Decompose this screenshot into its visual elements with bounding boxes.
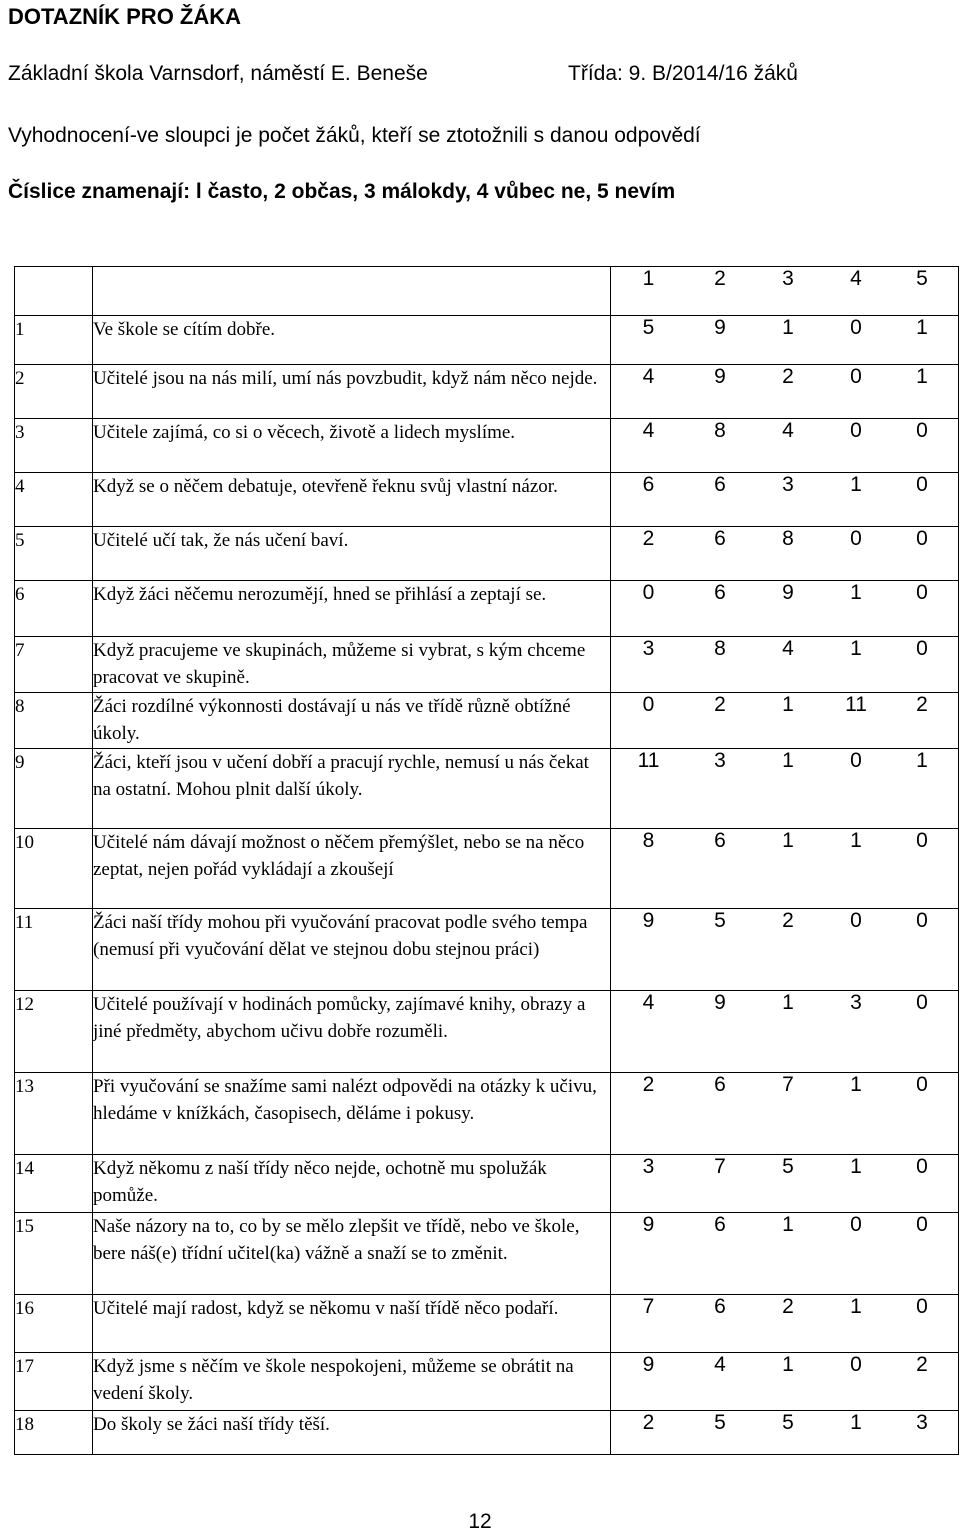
survey-table [14,266,959,1455]
document-title: DOTAZNÍK PRO ŽÁKA [8,4,242,29]
response-count: 0 [916,909,928,932]
response-count: 1 [850,1073,862,1096]
question-text: Učitelé jsou na nás milí, umí nás povzbudit, když nám něco nejde. [93,365,611,419]
response-count: 1 [782,693,794,716]
response-counts [611,829,959,909]
question-text: Když žáci něčemu nerozumějí, hned se přihlásí a zeptají se. [93,581,611,637]
response-count: 2 [916,1353,928,1376]
response-values [611,749,958,773]
column-header: 2 [714,267,726,290]
row-number: 18 [15,1411,93,1455]
response-values [611,829,958,853]
response-count: 5 [642,316,655,339]
response-count: 3 [642,637,655,660]
response-count: 9 [782,581,794,604]
response-count: 1 [850,829,862,852]
response-count: 1 [782,829,794,852]
response-count: 0 [850,527,862,550]
response-count: 0 [916,637,928,660]
response-count: 0 [850,909,862,932]
response-count: 5 [714,909,726,932]
response-count: 0 [916,1213,928,1236]
response-count: 1 [782,749,794,772]
question-text: Učitelé používají v hodinách pomůcky, zajímavé knihy, obrazy a jiné předměty, abychom učivu dobře rozuměli. [93,991,611,1073]
response-values [611,909,958,933]
response-count: 8 [714,637,726,660]
question-text: Při vyučování se snažíme sami nalézt odpovědi na otázky k učivu, hledáme v knížkách, časopisech, děláme i pokusy. [93,1073,611,1155]
response-count: 9 [714,991,726,1014]
table-row [15,829,959,909]
row-number: 7 [15,637,93,693]
response-values [611,581,958,605]
row-number: 1 [15,316,93,365]
response-values [611,316,958,340]
response-count: 4 [642,991,655,1014]
table-row [15,749,959,829]
table-row [15,1353,959,1411]
response-counts [611,316,959,365]
response-count: 0 [850,419,862,442]
response-count: 3 [850,991,862,1014]
response-counts [611,473,959,527]
response-values [611,1073,958,1097]
response-counts [611,581,959,637]
response-count: 9 [714,365,726,388]
row-number: 16 [15,1295,93,1353]
response-count: 1 [850,581,862,604]
row-number: 15 [15,1213,93,1295]
response-count: 9 [642,909,655,932]
response-counts [611,419,959,473]
response-counts [611,1213,959,1295]
question-text: Naše názory na to, co by se mělo zlepšit ve třídě, nebo ve škole, bere náš(e) třídní učitel(ka) vážně a snaží se to změnit. [93,1213,611,1295]
response-count: 11 [845,693,867,716]
response-count: 2 [714,693,726,716]
response-count: 9 [714,316,726,339]
table-row [15,527,959,581]
response-count: 2 [642,1073,655,1096]
response-count: 5 [782,1411,794,1434]
question-text: Učitelé mají radost, když se někomu v naší třídě něco podaří. [93,1295,611,1353]
row-number: 6 [15,581,93,637]
response-count: 1 [782,1353,794,1376]
column-header: 1 [642,267,655,290]
response-count: 6 [714,1295,726,1318]
row-number: 10 [15,829,93,909]
response-counts [611,1073,959,1155]
response-count: 5 [782,1155,794,1178]
response-values [611,637,958,661]
response-count: 3 [642,1155,655,1178]
response-count: 0 [916,419,928,442]
row-number: 2 [15,365,93,419]
school-name: Základní škola Varnsdorf, náměstí E. Beneše [8,62,428,85]
response-count: 0 [916,991,928,1014]
column-headers [611,267,959,316]
response-counts [611,991,959,1073]
legend-note: Číslice znamenají: l často, 2 občas, 3 málokdy, 4 vůbec ne, 5 nevím [8,180,676,203]
class-info: Třída: 9. B/2014/16 žáků [568,62,798,85]
response-values [611,693,958,717]
response-count: 4 [642,365,655,388]
response-count: 2 [642,527,655,550]
response-count: 0 [850,749,862,772]
response-counts [611,749,959,829]
question-text: Když se o něčem debatuje, otevřeně řeknu svůj vlastní názor. [93,473,611,527]
response-count: 9 [642,1353,655,1376]
response-count: 1 [850,1155,862,1178]
question-text: Učitelé učí tak, že nás učení baví. [93,527,611,581]
response-count: 0 [916,829,928,852]
question-text: Do školy se žáci naší třídy těší. [93,1411,611,1455]
response-count: 3 [782,473,794,496]
response-count: 6 [714,1213,726,1236]
response-count: 3 [916,1411,928,1434]
row-number: 5 [15,527,93,581]
response-count: 11 [637,749,660,772]
response-count: 2 [916,693,928,716]
response-count: 6 [714,473,726,496]
response-count: 0 [916,473,928,496]
response-count: 1 [782,316,794,339]
response-count: 6 [714,527,726,550]
response-count: 9 [642,1213,655,1236]
table-row [15,693,959,749]
response-count: 5 [714,1411,726,1434]
row-number: 11 [15,909,93,991]
response-count: 8 [714,419,726,442]
response-count: 2 [642,1411,655,1434]
response-values [611,473,958,497]
response-count: 1 [850,637,862,660]
response-count: 0 [642,693,655,716]
table-row [15,365,959,419]
evaluation-note: Vyhodnocení-ve sloupci je počet žáků, kteří se ztotožnili s danou odpovědí [8,124,701,147]
page-number: 12 [468,1510,492,1533]
response-counts [611,1411,959,1455]
response-count: 0 [916,1073,928,1096]
column-header: 3 [782,267,794,290]
response-count: 4 [642,419,655,442]
table-row [15,473,959,527]
row-number: 17 [15,1353,93,1411]
header-blank-cell [15,267,93,316]
response-counts [611,693,959,749]
response-values [611,1213,958,1237]
response-count: 3 [714,749,726,772]
response-values [611,365,958,389]
response-count: 6 [642,473,655,496]
response-values [611,419,958,443]
response-count: 0 [916,1155,928,1178]
response-count: 8 [782,527,794,550]
table-row [15,1411,959,1455]
question-text: Když jsme s něčím ve škole nespokojeni, můžeme se obrátit na vedení školy. [93,1353,611,1411]
response-counts [611,637,959,693]
response-count: 1 [850,1295,862,1318]
response-count: 6 [714,829,726,852]
response-counts [611,365,959,419]
response-count: 0 [916,1295,928,1318]
response-values [611,1295,958,1319]
response-counts [611,909,959,991]
response-count: 0 [642,581,655,604]
question-text: Žáci, kteří jsou v učení dobří a pracují rychle, nemusí u nás čekat na ostatní. Mohou plnit další úkoly. [93,749,611,829]
response-count: 0 [850,316,862,339]
response-count: 7 [714,1155,726,1178]
row-number: 12 [15,991,93,1073]
response-values [611,1353,958,1377]
header-blank-cell [93,267,611,316]
response-values [611,1155,958,1179]
table-row [15,316,959,365]
column-header: 5 [916,267,928,290]
response-count: 4 [714,1353,726,1376]
response-values [611,991,958,1015]
response-count: 7 [782,1073,794,1096]
response-count: 2 [782,1295,794,1318]
response-counts [611,1155,959,1213]
row-number: 8 [15,693,93,749]
table-row [15,581,959,637]
table-row [15,419,959,473]
row-number: 4 [15,473,93,527]
question-text: Žáci rozdílné výkonnosti dostávají u nás ve třídě různě obtížné úkoly. [93,693,611,749]
row-number: 3 [15,419,93,473]
question-text: Když pracujeme ve skupinách, můžeme si vybrat, s kým chceme pracovat ve skupině. [93,637,611,693]
response-counts [611,1295,959,1353]
response-count: 0 [916,581,928,604]
question-text: Ve škole se cítím dobře. [93,316,611,365]
table-row [15,1155,959,1213]
table-row [15,1295,959,1353]
table-row [15,1073,959,1155]
response-count: 4 [782,637,794,660]
response-count: 1 [782,991,794,1014]
response-count: 1 [850,473,862,496]
response-count: 7 [642,1295,655,1318]
table-header-row [15,267,959,316]
response-count: 1 [916,316,928,339]
column-header: 4 [850,267,862,290]
response-count: 1 [916,749,928,772]
question-text: Učitelé nám dávají možnost o něčem přemýšlet, nebo se na něco zeptat, nejen pořád vykládají a zkoušejí [93,829,611,909]
table-row [15,1213,959,1295]
table-row [15,991,959,1073]
response-count: 0 [850,1213,862,1236]
response-count: 1 [916,365,928,388]
response-count: 8 [642,829,655,852]
row-number: 14 [15,1155,93,1213]
row-number: 13 [15,1073,93,1155]
question-text: Učitele zajímá, co si o věcech, životě a lidech myslíme. [93,419,611,473]
response-count: 6 [714,1073,726,1096]
response-count: 1 [850,1411,862,1434]
response-count: 2 [782,365,794,388]
response-count: 6 [714,581,726,604]
response-counts [611,1353,959,1411]
response-counts [611,527,959,581]
question-text: Když někomu z naší třídy něco nejde, ochotně mu spolužák pomůže. [93,1155,611,1213]
response-count: 4 [782,419,794,442]
question-text: Žáci naší třídy mohou při vyučování pracovat podle svého tempa (nemusí při vyučování dělat ve stejnou dobu stejnou práci) [93,909,611,991]
response-count: 1 [782,1213,794,1236]
response-count: 2 [782,909,794,932]
table-row [15,637,959,693]
response-values [611,527,958,551]
table-row [15,909,959,991]
row-number: 9 [15,749,93,829]
response-count: 0 [850,1353,862,1376]
response-count: 0 [850,365,862,388]
response-values [611,1411,958,1435]
response-count: 0 [916,527,928,550]
